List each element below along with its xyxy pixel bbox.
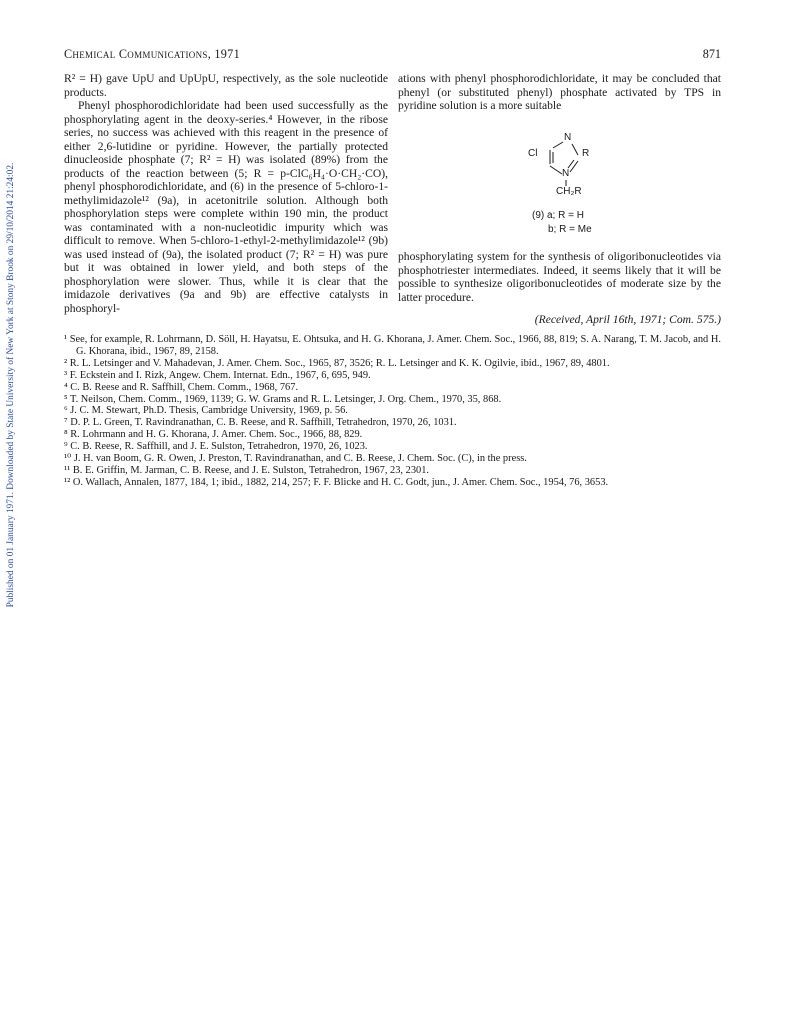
reference-item: ⁶ J. C. M. Stewart, Ph.D. Thesis, Cambridge University, 1969, p. 56. <box>64 405 348 417</box>
imidazole-ring-drawing <box>520 128 630 238</box>
paragraph: R² = H) gave UpU and UpUpU, respectively, as the sole nucleotide products. <box>64 72 388 99</box>
ring-nitrogen-3: N <box>564 132 572 143</box>
imidazole-structure <box>520 128 630 238</box>
chloro-substituent: Cl <box>528 148 538 159</box>
reference-item: ¹⁰ J. H. van Boom, G. R. Owen, J. Preston, T. Ravindranathan, and C. B. Reese, J. Chem. Soc. (C), in the press. <box>64 453 527 465</box>
references-list <box>64 334 724 489</box>
ch2r-substituent: CH₂R <box>556 186 582 197</box>
reference-item: ² R. L. Letsinger and V. Mahadevan, J. Amer. Chem. Soc., 1965, 87, 3526; R. L. Letsinger and K. K. Ogilvie, ibid., 1967, 89, 4801. <box>64 357 610 369</box>
ring-nitrogen-1: N <box>562 168 570 179</box>
paragraph: ations with phenyl phosphorodichloridate, it may be concluded that phenyl (or substituted phenyl) phosphate activated by TPS in pyridine solution is a more suitable <box>398 72 721 112</box>
reference-item: ⁷ D. P. L. Green, T. Ravindranathan, C. B. Reese, and R. Saffhill, Tetrahedron, 1970, 26, 1031. <box>64 417 457 429</box>
reference-item: ⁵ T. Neilson, Chem. Comm., 1969, 1139; G. W. Grams and R. L. Letsinger, J. Org. Chem., 1970, 35, 868. <box>64 393 502 405</box>
reference-item: ¹ See, for example, R. Lohrmann, D. Söll, H. Hayatsu, E. Ohtsuka, and H. G. Khorana, J. Amer. Chem. Soc., 1966, 88, 819; S. A. Narang, T. M. Jacob, and H. G. Khorana, ibid., 1967, 89, 2158. <box>64 334 721 357</box>
compound-label-9a: (9) a; R = H <box>532 210 584 221</box>
paragraph: Phenyl phosphorodichloridate had been used successfully as the phosphorylating agent in the deoxy-series.⁴ However, in the ribose series, no success was achieved with this reagent in the presence of either 2,6-lutidine or pyridine. However, the partially protected dinucleoside phosphate (7; R² = H) was isolated (89%) from the products of the reaction between (5; R = p-ClC₆H₄·O·CH₂·CO), phenyl phosphorodichloridate, and (6) in the presence of 5-chloro-1-methylimidazole¹² (9a), in acetonitrile solution. Although both phosphorylation steps were complete within 190 min, the product was contaminated with a non-nucleotidic impurity which was difficult to remove. When 5-chloro-1-ethyl-2-methylimidazole¹² (9b) was used instead of (9a), the isolated product (7; R² = H) was pure but it was obtained in lower yield, and both steps of the phosphorylation were slower. Thus, while it is clear that the imidazole derivatives (9a and 9b) are effective catalysts in phosphoryl- <box>64 99 388 315</box>
reference-item: ³ F. Eckstein and I. Rizk, Angew. Chem. Internat. Edn., 1967, 6, 695, 949. <box>64 369 371 381</box>
paragraph: phosphorylating system for the synthesis of oligoribonucleotides via phosphotriester intermediates. Indeed, it seems likely that it will be possible to synthesize oligoribonucleotides of moderate size by the latter procedure. <box>398 250 721 304</box>
download-watermark-text: Published on 01 January 1971. Downloaded by State University of New York at Stony Brook on 29/10/2014 21:24:02. <box>6 162 16 608</box>
compound-label-9b: b; R = Me <box>548 224 592 235</box>
download-watermark <box>4 125 18 645</box>
reference-item: ¹² O. Wallach, Annalen, 1877, 184, 1; ibid., 1882, 214, 257; F. F. Blicke and H. C. Godt, jun., J. Amer. Chem. Soc., 1954, 76, 3653. <box>64 476 609 488</box>
reference-item: ⁹ C. B. Reese, R. Saffhill, and J. E. Sulston, Tetrahedron, 1970, 26, 1023. <box>64 441 368 453</box>
page-number: 871 <box>702 47 721 61</box>
reference-item: ⁸ R. Lohrmann and H. G. Khorana, J. Amer. Chem. Soc., 1966, 88, 829. <box>64 429 363 441</box>
right-column-bottom <box>398 250 721 304</box>
reference-item: ⁴ C. B. Reese and R. Saffhill, Chem. Comm., 1968, 767. <box>64 381 299 393</box>
r-substituent: R <box>582 148 590 159</box>
running-header <box>64 47 721 63</box>
left-column <box>64 72 388 315</box>
journal-title: Chemical Communications, 1971 <box>64 47 240 61</box>
right-column-top <box>398 72 721 113</box>
received-date: (Received, April 16th, 1971; Com. 575.) <box>534 313 721 326</box>
reference-item: ¹¹ B. E. Griffin, M. Jarman, C. B. Reese, and J. E. Sulston, Tetrahedron, 1967, 23, 2301. <box>64 464 430 476</box>
